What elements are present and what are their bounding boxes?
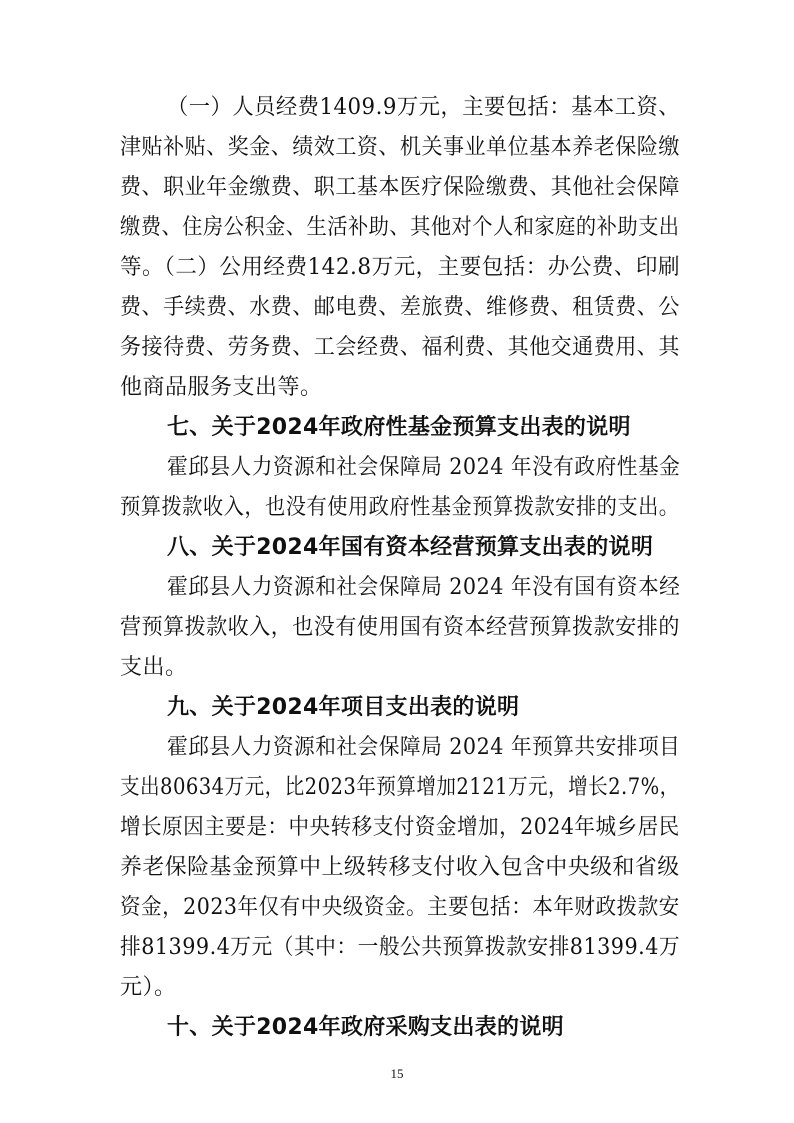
paragraph-line: 费、手续费、水费、邮电费、差旅费、维修费、租赁费、公: [120, 295, 680, 320]
section-heading: 七、关于2024年政府性基金预算支出表的说明: [167, 415, 631, 440]
paragraph-line: 霍邱县人力资源和社会保障局 2024 年没有政府性基金: [167, 455, 681, 480]
paragraph-line: 资金，2023年仅有中央级资金。主要包括：本年财政拨款安: [120, 895, 680, 920]
paragraph-line: （一）人员经费1409.9万元，主要包括：基本工资、: [167, 95, 681, 120]
paragraph-line: 费、职业年金缴费、职工基本医疗保险缴费、其他社会保障: [120, 175, 680, 200]
paragraph-line: 预算拨款收入，也没有使用政府性基金预算拨款安排的支出。: [120, 495, 680, 520]
paragraph-line: 营预算拨款收入，也没有使用国有资本经营预算拨款安排的: [120, 615, 680, 640]
paragraph-line: 霍邱县人力资源和社会保障局 2024 年预算共安排项目: [167, 735, 681, 760]
paragraph-line: 他商品服务支出等。: [120, 375, 323, 400]
paragraph-line: 养老保险基金预算中上级转移支付收入包含中央级和省级: [120, 855, 680, 880]
section-heading: 八、关于2024年国有资本经营预算支出表的说明: [167, 535, 654, 560]
paragraph-line: 霍邱县人力资源和社会保障局 2024 年没有国有资本经: [167, 575, 681, 600]
section-heading: 九、关于2024年项目支出表的说明: [167, 695, 520, 720]
paragraph-line: 支出。: [120, 655, 188, 680]
paragraph-line: 等。（二）公用经费142.8万元，主要包括：办公费、印刷: [120, 255, 680, 280]
paragraph-line: 津贴补贴、奖金、绩效工资、机关事业单位基本养老保险缴: [120, 135, 680, 160]
paragraph-line: 元）。: [120, 975, 177, 1000]
paragraph-line: 排81399.4万元（其中：一般公共预算拨款安排81399.4万: [120, 935, 681, 960]
section-heading: 十、关于2024年政府采购支出表的说明: [167, 1015, 564, 1040]
page-number: 15: [390, 1066, 404, 1081]
paragraph-line: 务接待费、劳务费、工会经费、福利费、其他交通费用、其: [120, 335, 680, 360]
paragraph-line: 缴费、住房公积金、生活补助、其他对个人和家庭的补助支出: [120, 215, 680, 240]
paragraph-line: 增长原因主要是：中央转移支付资金增加，2024年城乡居民: [120, 815, 680, 840]
paragraph-line: 支出80634万元，比2023年预算增加2121万元，增长2.7%，: [120, 775, 680, 800]
